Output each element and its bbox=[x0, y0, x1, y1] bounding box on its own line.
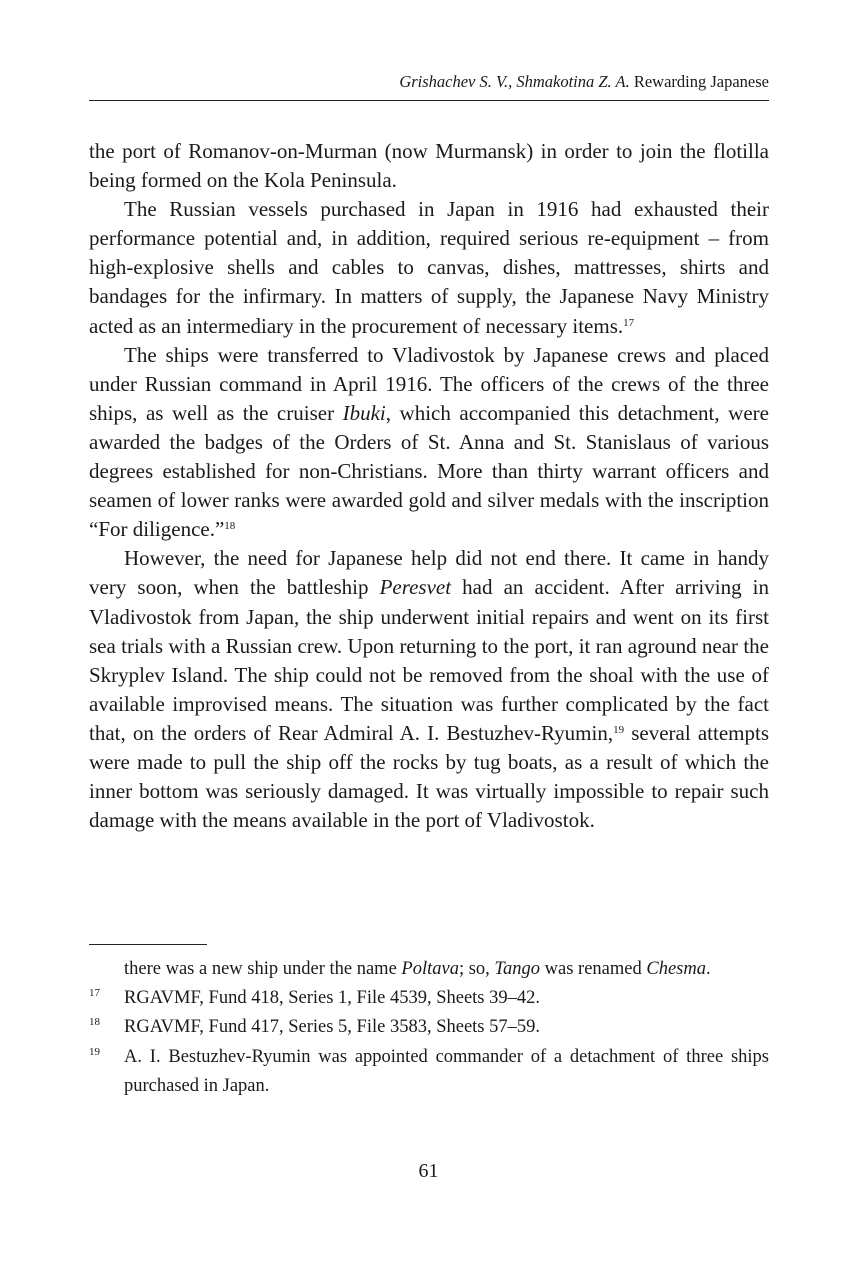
fn-cont-text-d: . bbox=[705, 959, 711, 979]
paragraph-4-text-b: had an accident. After arriving in Vladivostok from Japan, the ship underwent initial repairs and went on its first sea trials with a Russian crew. Upon returning to the port, it ran aground near the Skryplev Island. The ship could not be removed from the shoal with the use of available improvised means. The situation was further complicated by the fact that, on the orders of Rear Admiral A. I. Bestuzhev-Ryumin, bbox=[89, 575, 770, 745]
paragraph-4 bbox=[89, 544, 769, 835]
footnote-number: 19 bbox=[89, 1045, 100, 1058]
header-authors: Grishachev S. V., Shmakotina Z. A. bbox=[399, 72, 630, 91]
footnote-19 bbox=[89, 1043, 769, 1101]
footnote-ref-19[interactable]: 19 bbox=[613, 723, 625, 736]
paragraph-3-text-b: , which accompanied this detachment, were awarded the badges of the Orders of St. Anna and St. Stanislaus of various degrees established for non-Christians. More than thirty warrant officers and seamen of lower ranks were awarded gold and silver medals with the inscription “For diligence.” bbox=[89, 400, 769, 542]
footnote-number: 17 bbox=[89, 987, 100, 1000]
header-text bbox=[399, 72, 769, 92]
footnote-text: A. I. Bestuzhev-Ryumin was appointed commander of a detachment of three ships purchased in Japan. bbox=[124, 1046, 769, 1096]
paragraph-4-text-a: However, the need for Japanese help did not end there. It came in handy very soon, when the battleship bbox=[89, 546, 769, 600]
footnote-ref-17[interactable]: 17 bbox=[623, 316, 635, 329]
paragraph-3-text-a: The ships were transferred to Vladivostok by Japanese crews and placed under Russian command in April 1916. The officers of the crews of the three ships, as well as the cruiser bbox=[89, 342, 769, 425]
page-number: 61 bbox=[418, 1160, 439, 1182]
footnote-ref-18[interactable]: 18 bbox=[224, 520, 236, 533]
running-header bbox=[89, 70, 769, 101]
ship-name-peresvet: Peresvet bbox=[379, 575, 452, 600]
ship-name-ibuki: Ibuki bbox=[342, 400, 386, 425]
paragraph-2-text: The Russian vessels purchased in Japan in 1916 had exhausted their performance potential and, in addition, required serious re-equipment – from high-explosive shells and cables to canvas, dishes, mattresses, shirts and bandages for the infirmary. In matters of supply, the Japanese Navy Ministry acted as an intermediary in the procurement of necessary items. bbox=[89, 197, 769, 338]
footnote-text: RGAVMF, Fund 417, Series 5, File 3583, Sheets 57–59. bbox=[124, 1017, 540, 1038]
fn-ship-chesma: Chesma bbox=[646, 959, 706, 979]
fn-ship-tango: Tango bbox=[494, 959, 541, 979]
paragraph-1-text: the port of Romanov-on-Murman (now Murmansk) in order to join the flotilla being formed on the Kola Peninsula. bbox=[89, 139, 769, 193]
header-title: Rewarding Japanese bbox=[633, 72, 769, 91]
fn-cont-text-b: ; so, bbox=[458, 959, 495, 979]
footnote-17 bbox=[89, 984, 769, 1013]
footnote-18 bbox=[89, 1013, 769, 1042]
footnote-text: RGAVMF, Fund 418, Series 1, File 4539, Sheets 39–42. bbox=[124, 988, 540, 1009]
paragraph-2 bbox=[89, 195, 769, 340]
paragraph-3 bbox=[89, 341, 769, 545]
fn-cont-text-a: there was a new ship under the name bbox=[124, 959, 402, 979]
fn-cont-text-c: was renamed bbox=[540, 959, 647, 979]
paragraph-1 bbox=[89, 137, 769, 195]
footnote-continuation bbox=[89, 955, 769, 984]
footnotes bbox=[89, 955, 769, 1101]
fn-ship-poltava: Poltava bbox=[401, 959, 459, 979]
footnote-divider bbox=[89, 944, 207, 945]
paragraph-4-text-c: several attempts were made to pull the ship off the rocks by tug boats, as a result of which the inner bottom was seriously damaged. It was virtually impossible to repair such damage with the means available in the port of Vladivostok. bbox=[89, 720, 769, 833]
footnote-number: 18 bbox=[89, 1016, 100, 1029]
main-text bbox=[89, 137, 769, 835]
